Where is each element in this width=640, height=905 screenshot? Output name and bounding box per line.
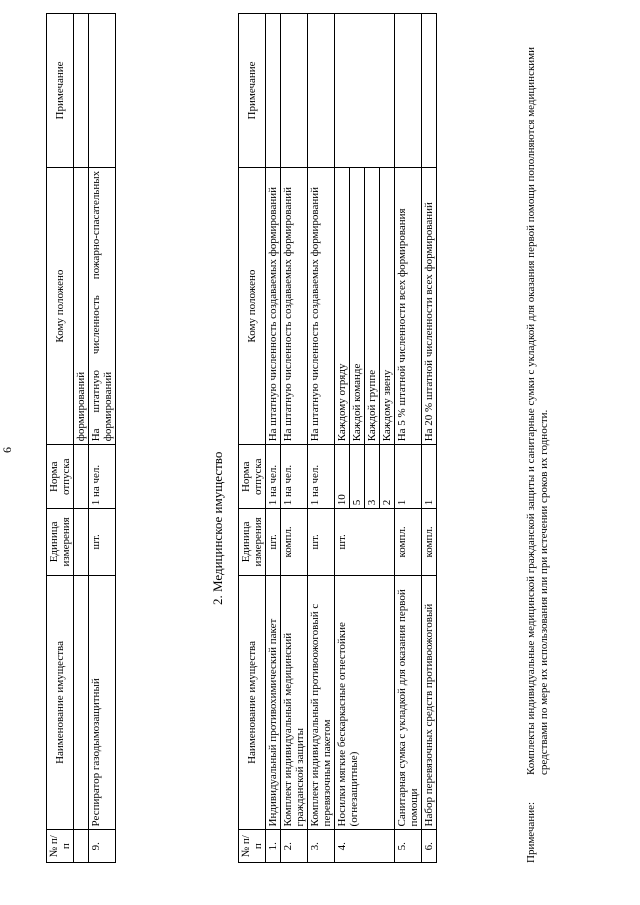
header-note: Примечание — [239, 14, 266, 168]
cell-unit: шт. — [335, 509, 395, 575]
cell-unit: компл. — [281, 509, 308, 575]
table-header-row — [239, 14, 266, 863]
cell-note — [266, 14, 281, 168]
cell-to-whom: Каждой команде — [350, 167, 365, 444]
header-unit: Единица измерения — [239, 509, 266, 575]
table-header-row — [47, 14, 74, 863]
cell-norm: 1 — [395, 445, 422, 509]
table-medical-property — [238, 13, 437, 863]
cell-note — [335, 14, 395, 168]
cell-note — [89, 14, 116, 168]
cell-norm: 1 на чел. — [89, 445, 116, 509]
cell-unit: шт. — [89, 509, 116, 575]
cell-no: 4. — [335, 830, 395, 863]
cell-unit: шт. — [308, 509, 335, 575]
table-row — [89, 14, 116, 863]
table-row — [281, 14, 308, 863]
cell-to-whom: Каждому отряду — [335, 167, 350, 444]
table-row — [422, 14, 437, 863]
cell-norm: 3 — [365, 445, 380, 509]
cell-name: Респиратор газодымозащитный — [89, 575, 116, 830]
cell-note — [281, 14, 308, 168]
cell-no: 9. — [89, 830, 116, 863]
cell-no: 1. — [266, 830, 281, 863]
cell-norm: 1 на чел. — [281, 445, 308, 509]
header-no: № п/п — [47, 830, 74, 863]
cell-to-whom: На штатную численность создаваемых формирований — [281, 167, 308, 444]
table-row — [308, 14, 335, 863]
table-row — [335, 14, 350, 863]
header-to-whom: Кому положено — [239, 167, 266, 444]
header-to-whom: Кому положено — [47, 167, 74, 444]
page-number: 6 — [0, 447, 14, 453]
table-row — [266, 14, 281, 863]
table-row — [395, 14, 422, 863]
cell-to-whom: Каждому звену — [380, 167, 395, 444]
cell-norm: 1 на чел. — [266, 445, 281, 509]
footnote-label: Примечание: — [525, 801, 537, 863]
cell-to-whom: Каждой группе — [365, 167, 380, 444]
cell-to-whom: На штатную численность создаваемых формирований — [266, 167, 281, 444]
header-name: Наименование имущества — [239, 575, 266, 830]
cell-norm: 10 — [335, 445, 350, 509]
header-norm: Норма отпуска — [47, 445, 74, 509]
cell-note — [422, 14, 437, 168]
cell-unit: компл. — [422, 509, 437, 575]
cell-norm: 1 на чел. — [308, 445, 335, 509]
cell-note — [395, 14, 422, 168]
continuation-text: формирований — [74, 167, 89, 444]
header-name: Наименование имущества — [47, 575, 74, 830]
table-row-continuation — [74, 14, 89, 863]
cell-no: 6. — [422, 830, 437, 863]
cell-name: Набор перевязочных средств противоожоговый — [422, 575, 437, 830]
cell-unit: компл. — [395, 509, 422, 575]
cell-name: Комплект индивидуальный медицинский гражданской защиты — [281, 575, 308, 830]
cell-norm: 2 — [380, 445, 395, 509]
header-norm: Норма отпуска — [239, 445, 266, 509]
cell-name: Носилки мягкие бескаркасные огнестойкие (огнезащитные) — [335, 575, 395, 830]
header-unit: Единица измерения — [47, 509, 74, 575]
footnote-text: Комплекты индивидуальные медицинской гражданской защиты и санитарные сумки с укладкой для оказания первой помощи пополняются медицинскими средствами по мере их использования или при истечении сроков их годности. — [525, 46, 550, 775]
cell-to-whom: На 20 % штатной численности всех формирований — [422, 167, 437, 444]
cell-no: 2. — [281, 830, 308, 863]
cell-norm: 1 — [422, 445, 437, 509]
cell-to-whom: На штатную численность создаваемых формирований — [308, 167, 335, 444]
cell-no: 5. — [395, 830, 422, 863]
cell-note — [308, 14, 335, 168]
cell-name: Комплект индивидуальный противоожоговый с перевязочным пакетом — [308, 575, 335, 830]
cell-unit: шт. — [266, 509, 281, 575]
section-title: 2. Медицинское имущество — [210, 451, 225, 605]
header-no: № п/п — [239, 830, 266, 863]
cell-to-whom: На 5 % штатной численности всех формирования — [395, 167, 422, 444]
header-note: Примечание — [47, 14, 74, 168]
cell-to-whom: На штатную численность пожарно-спасательных формирований — [89, 167, 116, 444]
cell-no: 3. — [308, 830, 335, 863]
cell-name: Индивидуальный противохимический пакет — [266, 575, 281, 830]
cell-norm: 5 — [350, 445, 365, 509]
table-personal-protection — [46, 13, 116, 863]
cell-name: Санитарная сумка с укладкой для оказания первой помощи — [395, 575, 422, 830]
